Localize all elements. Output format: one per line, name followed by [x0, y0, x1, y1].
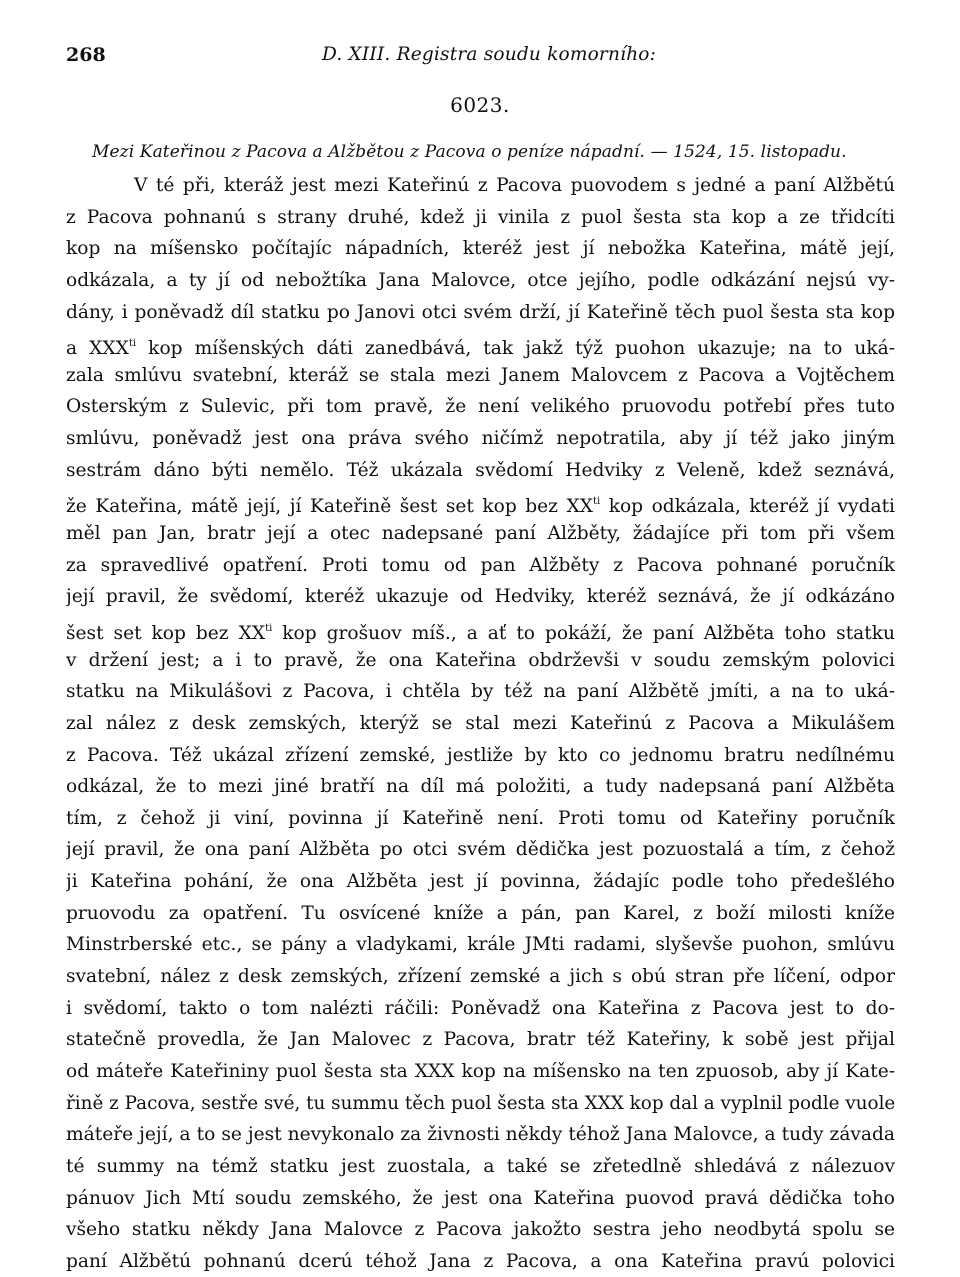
text-line: odkázala, a ty jí od nebožtíka Jana Malovce, otce jejího, podle odkázání nejsú vy-: [66, 269, 895, 291]
text-line: paní Alžbětú pohnanú dcerú téhož Jana z Pacova, a ona Kateřina pravú polovici: [66, 1250, 895, 1272]
text-line: od máteře Kateřininy puol šesta sta XXX kop na míšensko na ten zpuosob, aby jí Kate-: [66, 1060, 895, 1082]
document-regest: Mezi Kateřinou z Pacova a Alžbětou z Pacova o peníze nápadní. — 1524, 15. listopadu.: [92, 142, 847, 162]
text-line: statku na Mikulášovi z Pacova, i chtěla by též na paní Alžbětě jmíti, a na to uká-: [66, 681, 895, 703]
text-line: i svědomí, takto o tom nalézti ráčili: Poněvadž ona Kateřina z Pacova jest to do-: [66, 997, 895, 1019]
text-line: její pravil, že svědomí, kteréž ukazuje od Hedviky, kteréž seznává, že jí odkázáno: [66, 586, 895, 608]
text-line: z Pacova pohnanú s strany druhé, kdež ji vinila z puol šesta sta kop a ze třidcíti: [66, 206, 895, 228]
text-line: a $XXX^{ti}$ kop míšenských dáti zanedbává, tak jakž týž puohon ukazuje; na to uká-: [66, 338, 895, 360]
text-line: Osterským z Sulevic, při tom pravě, že není velikého pruovodu potřebí přes tuto: [66, 396, 895, 418]
body-text: [66, 170, 895, 1277]
text-line: té summy na témž statku jest zuostala, a také se zřetedlně shledává z nálezuov: [66, 1155, 895, 1177]
text-line: že Kateřina, mátě její, jí Kateřině šest set kop bez $XX^{ti}$ kop odkázala, kteréž jí vydati: [66, 496, 895, 518]
text-line: V té při, kteráž jest mezi Kateřinú z Pacova puovodem s jedné a paní Alžbětú: [134, 175, 895, 196]
text-line: šest set kop bez $XX^{ti}$ kop grošuov míš., a ať to pokáží, že paní Alžběta toho statku: [66, 622, 895, 644]
text-line: všeho statku někdy Jana Malovce z Pacova jakožto sestra jeho neodbytá spolu se: [66, 1219, 895, 1241]
text-line: Minstrberské etc., se pány a vladykami, krále JMti radami, slyševše puohon, smlúvu: [66, 934, 895, 956]
text-line: z Pacova. Též ukázal zřízení zemské, jestliže by kto co jednomu bratru nedílnému: [66, 744, 895, 766]
text-line: kop na míšensko počítajíc nápadních, kteréž jest jí nebožka Kateřina, mátě její,: [66, 238, 895, 260]
text-line: dány, i poněvadž díl statku po Janovi otci svém drží, jí Kateřině těch puol šesta sta kop: [66, 301, 895, 323]
text-line: odkázal, že to mezi jiné bratří na díl má položiti, a tudy nadepsaná paní Alžběta: [66, 776, 895, 798]
text-line: statečně provedla, že Jan Malovec z Pacova, bratr též Kateřiny, k sobě jest přijal: [66, 1029, 895, 1051]
text-line: smlúvu, poněvadž jest ona práva svého ničímž nepotratila, aby jí též jako jiným: [66, 428, 895, 450]
text-line: ji Kateřina pohání, že ona Alžběta jest jí povinna, žádajíc podle toho předešlého: [66, 871, 895, 893]
document-number: 6023.: [450, 93, 510, 117]
text-line: zala smlúvu svatební, kteráž se stala mezi Janem Malovcem z Pacova a Vojtěchem: [66, 364, 895, 386]
text-line: tím, z čehož ji viní, povinna jí Kateřině není. Proti tomu od Kateřiny poručník: [66, 807, 895, 829]
text-line: pruovodu za opatření. Tu osvícené kníže a pán, pan Karel, z boží milosti kníže: [66, 902, 895, 924]
text-line: za spravedlivé opatření. Proti tomu od pan Alžběty z Pacova pohnané poručník: [66, 554, 895, 576]
running-head: [66, 44, 894, 74]
text-line: řině z Pacova, sestře své, tu summu těch puol šesta sta XXX kop dal a vyplnil podle vuole: [66, 1092, 895, 1114]
text-line: v držení jest; a i to pravě, že ona Kateřina obdrževši v soudu zemským polovici: [66, 649, 895, 671]
page-number: 268: [66, 44, 106, 66]
text-line: sestrám dáno býti nemělo. Též ukázala svědomí Hedviky z Veleně, kdež seznává,: [66, 459, 895, 481]
text-line: svatební, nález z desk zemských, zřízení zemské a jich s obú stran pře líčení, odpor: [66, 966, 895, 988]
text-line: její pravil, že ona paní Alžběta po otci svém dědička jest pozuostalá a tím, z čehož: [66, 839, 895, 861]
text-line: pánuov Jich Mtí soudu zemského, že jest ona Kateřina puovod pravá dědička toho: [66, 1187, 895, 1209]
running-title: D. XIII. Registra soudu komorního:: [322, 44, 657, 65]
text-line: zal nález z desk zemských, kterýž se stal mezi Kateřinú z Pacova a Mikulášem: [66, 712, 895, 734]
text-line: máteře její, a to se jest nevykonalo za živnosti někdy téhož Jana Malovce, a tudy závada: [66, 1124, 895, 1146]
text-line: měl pan Jan, bratr její a otec nadepsané paní Alžběty, žádajíce při tom při všem: [66, 523, 895, 545]
